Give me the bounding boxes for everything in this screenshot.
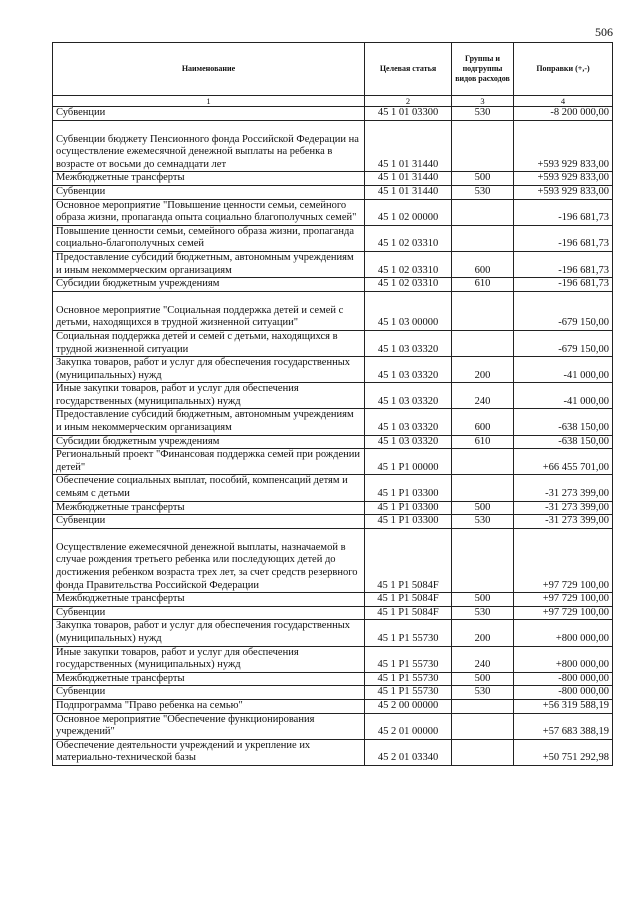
row-expense-group: 530 [452, 686, 514, 700]
row-name: Субвенции [53, 107, 365, 121]
row-name: Предоставление субсидий бюджетным, автономным учреждениям и иным некоммерческим организациям [53, 409, 365, 435]
row-amendment-amount: +593 929 833,00 [514, 120, 613, 172]
table-row [53, 278, 613, 292]
row-name: Субсидии бюджетным учреждениям [53, 435, 365, 449]
table-row [53, 593, 613, 607]
row-target-article: 45 1 03 03320 [365, 357, 452, 383]
row-expense-group: 530 [452, 606, 514, 620]
row-amendment-amount: +57 683 388,19 [514, 713, 613, 739]
row-expense-group [452, 225, 514, 251]
row-target-article: 45 1 P1 03300 [365, 515, 452, 529]
row-target-article: 45 1 02 00000 [365, 199, 452, 225]
row-target-article: 45 1 02 03310 [365, 225, 452, 251]
row-amendment-amount: -41 000,00 [514, 383, 613, 409]
row-expense-group: 600 [452, 409, 514, 435]
table-row [53, 646, 613, 672]
row-name: Обеспечение социальных выплат, пособий, компенсаций детям и семьям с детьми [53, 475, 365, 501]
header-expense-groups: Группы и подгруппы видов расходов [452, 43, 514, 96]
row-amendment-amount: +800 000,00 [514, 620, 613, 646]
row-expense-group [452, 449, 514, 475]
table-row [53, 199, 613, 225]
table-row [53, 672, 613, 686]
table-row [53, 120, 613, 172]
row-name: Закупка товаров, работ и услуг для обеспечения государственных (муниципальных) нужд [53, 357, 365, 383]
table-row [53, 528, 613, 592]
row-expense-group [452, 475, 514, 501]
row-amendment-amount: -196 681,73 [514, 199, 613, 225]
table-row [53, 409, 613, 435]
table-row [53, 185, 613, 199]
row-target-article: 45 2 00 00000 [365, 699, 452, 713]
row-name: Социальная поддержка детей и семей с детьми, находящихся в трудной жизненной ситуации [53, 330, 365, 356]
row-name: Субвенции бюджету Пенсионного фонда Российской Федерации на осуществление ежемесячной денежной выплаты на ребенка в возрасте от восьми до семнадцати лет [53, 120, 365, 172]
column-number: 1 [53, 96, 365, 107]
row-name: Основное мероприятие "Социальная поддержка детей и семей с детьми, находящихся в трудной жизненной ситуации" [53, 291, 365, 330]
row-amendment-amount: -679 150,00 [514, 291, 613, 330]
row-target-article: 45 1 P1 5084F [365, 528, 452, 592]
row-amendment-amount: -196 681,73 [514, 251, 613, 277]
row-amendment-amount: -8 200 000,00 [514, 107, 613, 121]
row-expense-group: 500 [452, 172, 514, 186]
table-row [53, 107, 613, 121]
row-target-article: 45 1 P1 55730 [365, 686, 452, 700]
table-row [53, 686, 613, 700]
row-expense-group [452, 199, 514, 225]
row-name: Предоставление субсидий бюджетным, автономным учреждениям и иным некоммерческим организациям [53, 251, 365, 277]
page-number: 506 [595, 25, 613, 39]
row-expense-group: 500 [452, 672, 514, 686]
header-amendments: Поправки (+,-) [514, 43, 613, 96]
row-expense-group [452, 120, 514, 172]
row-expense-group: 240 [452, 383, 514, 409]
row-target-article: 45 1 01 31440 [365, 120, 452, 172]
row-amendment-amount: +593 929 833,00 [514, 185, 613, 199]
row-target-article: 45 1 P1 55730 [365, 646, 452, 672]
row-amendment-amount: -31 273 399,00 [514, 501, 613, 515]
row-expense-group [452, 528, 514, 592]
row-name: Обеспечение деятельности учреждений и укрепление их материально-технической базы [53, 739, 365, 765]
row-target-article: 45 1 01 31440 [365, 172, 452, 186]
row-target-article: 45 1 01 03300 [365, 107, 452, 121]
table-row [53, 435, 613, 449]
row-target-article: 45 1 02 03310 [365, 278, 452, 292]
row-amendment-amount: +97 729 100,00 [514, 593, 613, 607]
row-expense-group: 610 [452, 435, 514, 449]
row-target-article: 45 1 P1 03300 [365, 475, 452, 501]
row-name: Субсидии бюджетным учреждениям [53, 278, 365, 292]
row-amendment-amount: +97 729 100,00 [514, 606, 613, 620]
row-target-article: 45 1 P1 5084F [365, 606, 452, 620]
table-row [53, 251, 613, 277]
table-row [53, 449, 613, 475]
row-target-article: 45 1 03 03320 [365, 330, 452, 356]
row-expense-group [452, 713, 514, 739]
table-row [53, 383, 613, 409]
row-target-article: 45 1 P1 03300 [365, 501, 452, 515]
row-name: Иные закупки товаров, работ и услуг для обеспечения государственных (муниципальных) нужд [53, 646, 365, 672]
row-name: Субвенции [53, 686, 365, 700]
row-expense-group: 240 [452, 646, 514, 672]
column-number: 3 [452, 96, 514, 107]
row-expense-group: 610 [452, 278, 514, 292]
table-row [53, 606, 613, 620]
row-target-article: 45 1 P1 55730 [365, 620, 452, 646]
row-name: Повышение ценности семьи, семейного образа жизни, пропаганда социально-благополучных семей [53, 225, 365, 251]
row-amendment-amount: -800 000,00 [514, 686, 613, 700]
header-row [53, 43, 613, 96]
row-expense-group: 200 [452, 620, 514, 646]
row-amendment-amount: +66 455 701,00 [514, 449, 613, 475]
row-amendment-amount: -679 150,00 [514, 330, 613, 356]
row-expense-group: 500 [452, 593, 514, 607]
row-target-article: 45 1 01 31440 [365, 185, 452, 199]
row-amendment-amount: +800 000,00 [514, 646, 613, 672]
table-row [53, 515, 613, 529]
row-expense-group: 500 [452, 501, 514, 515]
row-amendment-amount: -196 681,73 [514, 278, 613, 292]
row-name: Субвенции [53, 185, 365, 199]
row-name: Основное мероприятие "Повышение ценности семьи, семейного образа жизни, пропаганда опыта социально благополучных семей" [53, 199, 365, 225]
row-expense-group: 200 [452, 357, 514, 383]
row-amendment-amount: -800 000,00 [514, 672, 613, 686]
row-amendment-amount: -196 681,73 [514, 225, 613, 251]
row-target-article: 45 1 03 00000 [365, 291, 452, 330]
column-number: 4 [514, 96, 613, 107]
row-name: Иные закупки товаров, работ и услуг для обеспечения государственных (муниципальных) нужд [53, 383, 365, 409]
row-target-article: 45 2 01 00000 [365, 713, 452, 739]
row-name: Субвенции [53, 606, 365, 620]
row-expense-group [452, 739, 514, 765]
table-row [53, 330, 613, 356]
row-target-article: 45 1 P1 5084F [365, 593, 452, 607]
column-number-row [53, 96, 613, 107]
header-name: Наименование [53, 43, 365, 96]
row-expense-group [452, 699, 514, 713]
table-row [53, 739, 613, 765]
row-amendment-amount: +97 729 100,00 [514, 528, 613, 592]
column-number: 2 [365, 96, 452, 107]
row-name: Межбюджетные трансферты [53, 501, 365, 515]
row-name: Межбюджетные трансферты [53, 172, 365, 186]
table-row [53, 475, 613, 501]
row-name: Региональный проект "Финансовая поддержка семей при рождении детей" [53, 449, 365, 475]
row-amendment-amount: -638 150,00 [514, 435, 613, 449]
table-row [53, 713, 613, 739]
table-row [53, 172, 613, 186]
row-name: Субвенции [53, 515, 365, 529]
table-row [53, 620, 613, 646]
row-name: Подпрограмма "Право ребенка на семью" [53, 699, 365, 713]
row-expense-group: 530 [452, 107, 514, 121]
row-amendment-amount: +593 929 833,00 [514, 172, 613, 186]
row-target-article: 45 1 03 03320 [365, 435, 452, 449]
row-target-article: 45 2 01 03340 [365, 739, 452, 765]
row-amendment-amount: +56 319 588,19 [514, 699, 613, 713]
row-expense-group [452, 330, 514, 356]
row-expense-group [452, 291, 514, 330]
row-amendment-amount: +50 751 292,98 [514, 739, 613, 765]
table-row [53, 699, 613, 713]
row-target-article: 45 1 02 03310 [365, 251, 452, 277]
row-expense-group: 530 [452, 515, 514, 529]
row-target-article: 45 1 03 03320 [365, 383, 452, 409]
header-target-article: Целевая статья [365, 43, 452, 96]
row-amendment-amount: -638 150,00 [514, 409, 613, 435]
row-expense-group: 600 [452, 251, 514, 277]
row-name: Закупка товаров, работ и услуг для обеспечения государственных (муниципальных) нужд [53, 620, 365, 646]
row-expense-group: 530 [452, 185, 514, 199]
row-name: Основное мероприятие "Обеспечение функционирования учреждений" [53, 713, 365, 739]
table-row [53, 291, 613, 330]
row-amendment-amount: -31 273 399,00 [514, 475, 613, 501]
row-amendment-amount: -41 000,00 [514, 357, 613, 383]
table-row [53, 501, 613, 515]
row-target-article: 45 1 P1 00000 [365, 449, 452, 475]
table-body [53, 107, 613, 766]
row-name: Осуществление ежемесячной денежной выплаты, назначаемой в случае рождения третьего ребенка или последующих детей до достижения ребенком возраста трех лет, за счет средств резервного фонда Правительства Российской Федерации [53, 528, 365, 592]
row-target-article: 45 1 P1 55730 [365, 672, 452, 686]
table-row [53, 357, 613, 383]
row-amendment-amount: -31 273 399,00 [514, 515, 613, 529]
row-name: Межбюджетные трансферты [53, 672, 365, 686]
row-target-article: 45 1 03 03320 [365, 409, 452, 435]
table-row [53, 225, 613, 251]
row-name: Межбюджетные трансферты [53, 593, 365, 607]
budget-amendments-table [52, 42, 613, 766]
